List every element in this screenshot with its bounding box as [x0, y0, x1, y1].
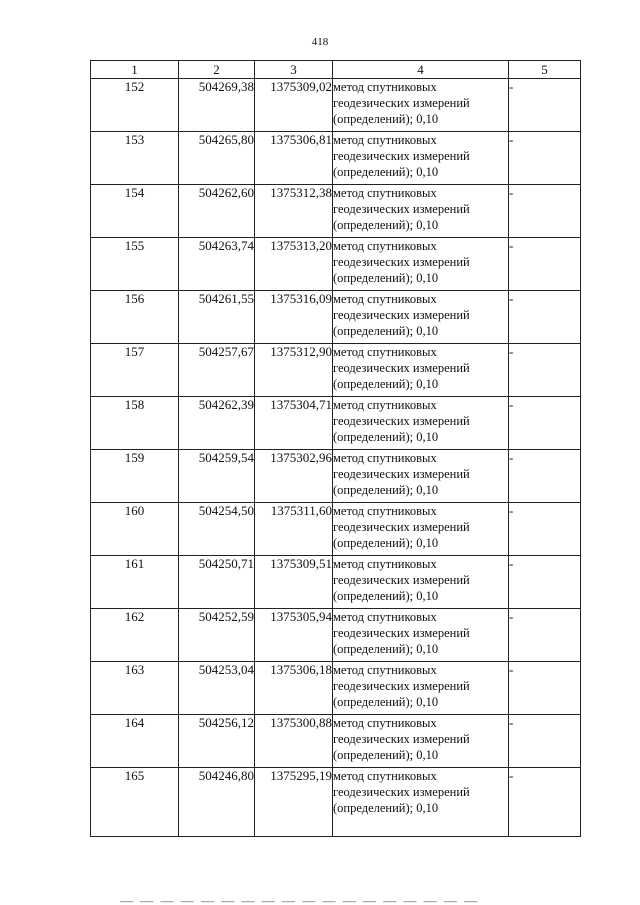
table-body	[91, 79, 581, 837]
x-coordinate-cell: 504253,04	[179, 662, 255, 715]
method-cell: метод спутниковых геодезических измерений (определений); 0,10	[333, 291, 509, 344]
x-coordinate-cell: 504261,55	[179, 291, 255, 344]
method-cell: метод спутниковых геодезических измерений (определений); 0,10	[333, 768, 509, 837]
table-row	[91, 768, 581, 837]
header-col-1: 1	[91, 61, 179, 79]
header-col-4: 4	[333, 61, 509, 79]
x-coordinate-cell: 504269,38	[179, 79, 255, 132]
page-number: 418	[311, 36, 329, 48]
point-number-cell: 158	[91, 397, 179, 450]
method-cell: метод спутниковых геодезических измерений (определений); 0,10	[333, 344, 509, 397]
x-coordinate-cell: 504250,71	[179, 556, 255, 609]
point-number-cell: 156	[91, 291, 179, 344]
y-coordinate-cell: 1375311,60	[255, 503, 333, 556]
x-coordinate-cell: 504262,60	[179, 185, 255, 238]
x-coordinate-cell: 504263,74	[179, 238, 255, 291]
point-number-cell: 160	[91, 503, 179, 556]
method-cell: метод спутниковых геодезических измерений (определений); 0,10	[333, 397, 509, 450]
table-row	[91, 450, 581, 503]
point-number-cell: 159	[91, 450, 179, 503]
x-coordinate-cell: 504259,54	[179, 450, 255, 503]
note-cell: -	[509, 503, 581, 556]
method-cell: метод спутниковых геодезических измерений (определений); 0,10	[333, 609, 509, 662]
point-number-cell: 162	[91, 609, 179, 662]
method-cell: метод спутниковых геодезических измерений (определений); 0,10	[333, 79, 509, 132]
method-cell: метод спутниковых геодезических измерений (определений); 0,10	[333, 556, 509, 609]
table-row	[91, 79, 581, 132]
note-cell: -	[509, 185, 581, 238]
header-col-5: 5	[509, 61, 581, 79]
method-cell: метод спутниковых геодезических измерений (определений); 0,10	[333, 450, 509, 503]
table-row	[91, 397, 581, 450]
y-coordinate-cell: 1375313,20	[255, 238, 333, 291]
y-coordinate-cell: 1375312,90	[255, 344, 333, 397]
y-coordinate-cell: 1375306,18	[255, 662, 333, 715]
note-cell: -	[509, 132, 581, 185]
y-coordinate-cell: 1375304,71	[255, 397, 333, 450]
x-coordinate-cell: 504254,50	[179, 503, 255, 556]
table-row	[91, 503, 581, 556]
point-number-cell: 163	[91, 662, 179, 715]
table-row	[91, 609, 581, 662]
note-cell: -	[509, 715, 581, 768]
table-row	[91, 132, 581, 185]
table-row	[91, 556, 581, 609]
note-cell: -	[509, 662, 581, 715]
y-coordinate-cell: 1375316,09	[255, 291, 333, 344]
y-coordinate-cell: 1375312,38	[255, 185, 333, 238]
x-coordinate-cell: 504262,39	[179, 397, 255, 450]
note-cell: -	[509, 238, 581, 291]
method-cell: метод спутниковых геодезических измерений (определений); 0,10	[333, 132, 509, 185]
x-coordinate-cell: 504256,12	[179, 715, 255, 768]
table-row	[91, 238, 581, 291]
coordinates-table	[90, 60, 581, 837]
point-number-cell: 152	[91, 79, 179, 132]
point-number-cell: 164	[91, 715, 179, 768]
y-coordinate-cell: 1375309,02	[255, 79, 333, 132]
y-coordinate-cell: 1375295,19	[255, 768, 333, 837]
method-cell: метод спутниковых геодезических измерений (определений); 0,10	[333, 185, 509, 238]
x-coordinate-cell: 504265,80	[179, 132, 255, 185]
point-number-cell: 153	[91, 132, 179, 185]
method-cell: метод спутниковых геодезических измерений (определений); 0,10	[333, 238, 509, 291]
y-coordinate-cell: 1375309,51	[255, 556, 333, 609]
point-number-cell: 157	[91, 344, 179, 397]
table-row	[91, 291, 581, 344]
table-header-row	[91, 61, 581, 79]
method-cell: метод спутниковых геодезических измерений (определений); 0,10	[333, 503, 509, 556]
y-coordinate-cell: 1375300,88	[255, 715, 333, 768]
note-cell: -	[509, 556, 581, 609]
method-cell: метод спутниковых геодезических измерений (определений); 0,10	[333, 715, 509, 768]
method-cell: метод спутниковых геодезических измерений (определений); 0,10	[333, 662, 509, 715]
point-number-cell: 154	[91, 185, 179, 238]
note-cell: -	[509, 450, 581, 503]
header-col-3: 3	[255, 61, 333, 79]
y-coordinate-cell: 1375302,96	[255, 450, 333, 503]
note-cell: -	[509, 79, 581, 132]
table-row	[91, 662, 581, 715]
x-coordinate-cell: 504246,80	[179, 768, 255, 837]
cut-off-text-line: — — — — — — — — — — — — — — — — — —	[120, 893, 480, 905]
note-cell: -	[509, 768, 581, 837]
table-row	[91, 344, 581, 397]
table-row	[91, 715, 581, 768]
note-cell: -	[509, 291, 581, 344]
point-number-cell: 161	[91, 556, 179, 609]
y-coordinate-cell: 1375305,94	[255, 609, 333, 662]
note-cell: -	[509, 397, 581, 450]
table-row	[91, 185, 581, 238]
note-cell: -	[509, 609, 581, 662]
header-col-2: 2	[179, 61, 255, 79]
y-coordinate-cell: 1375306,81	[255, 132, 333, 185]
note-cell: -	[509, 344, 581, 397]
point-number-cell: 165	[91, 768, 179, 837]
x-coordinate-cell: 504252,59	[179, 609, 255, 662]
x-coordinate-cell: 504257,67	[179, 344, 255, 397]
point-number-cell: 155	[91, 238, 179, 291]
